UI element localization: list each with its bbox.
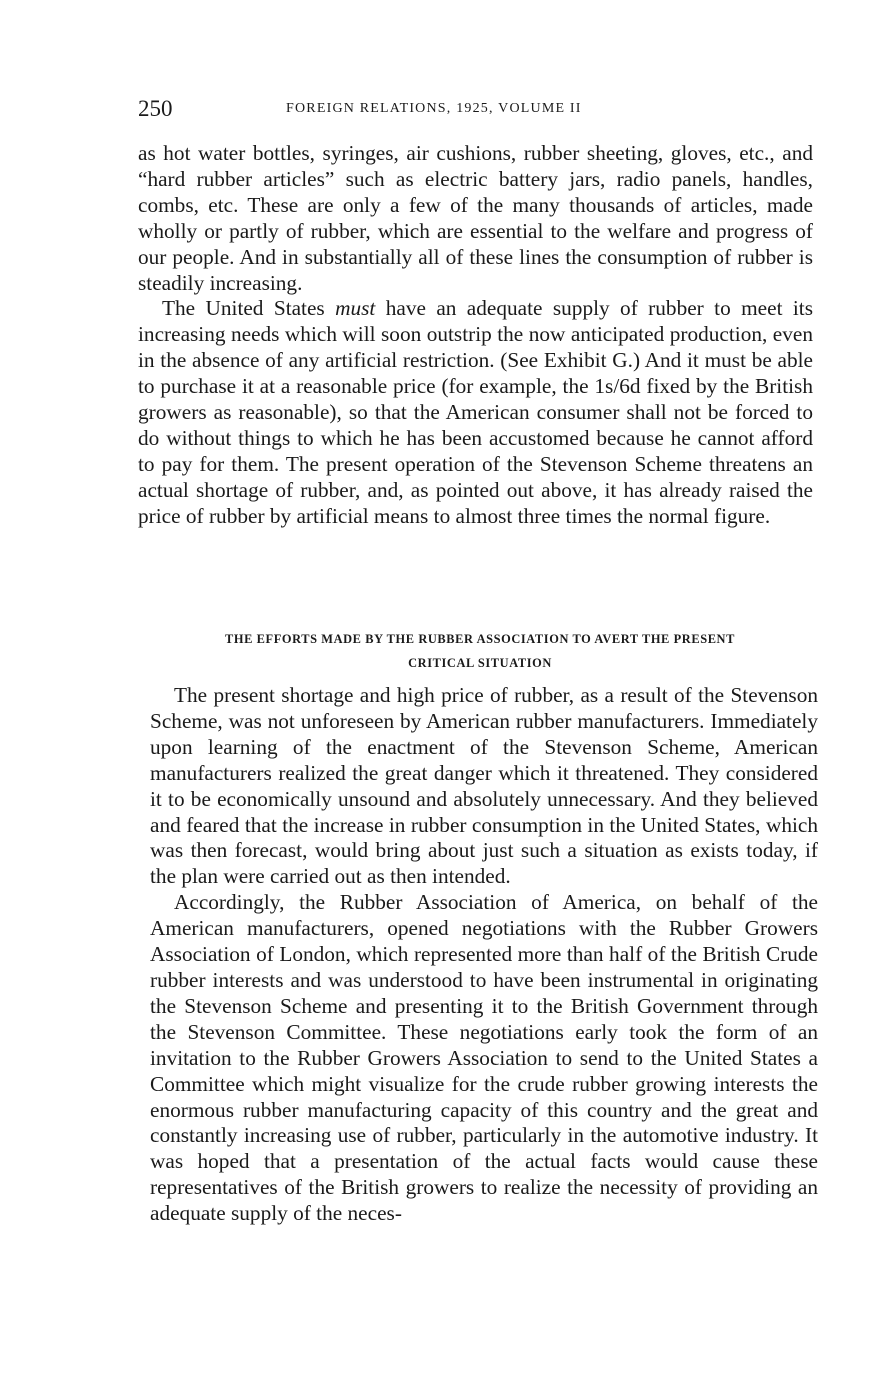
paragraph-adequate-supply: [138, 296, 813, 529]
section-heading: [145, 627, 815, 675]
paragraph-lead: The United States: [162, 296, 336, 321]
text-block-bottom: [150, 683, 818, 1227]
section-heading-line-2: CRITICAL SITUATION: [408, 656, 552, 670]
section-heading-line-1: THE EFFORTS MADE BY THE RUBBER ASSOCIATION TO AVERT THE PRESENT: [225, 632, 735, 646]
page-header: [138, 95, 818, 127]
emphasis-must: must: [335, 296, 376, 321]
paragraph-rest: have an adequate supply of rubber to meet its increasing needs which will soon outstrip the now anticipated production, even in the absence of any artificial restriction. (See Exhibit G.) And it must be able to purchase it at a reasonable price (for example, the 1s/6d fixed by the British growers as reasonable), so that the American consumer shall not be forced to do without things to which he has been accustomed because he cannot afford to pay for them. The present operation of the Stevenson Scheme threatens an actual shortage of rubber, and, as pointed out above, it has already raised the price of rubber by artificial means to almost three times the normal figure.: [138, 296, 813, 528]
running-title: FOREIGN RELATIONS, 1925, VOLUME II: [286, 101, 582, 116]
paragraph-negotiations: Accordingly, the Rubber Association of America, on behalf of the American manufacturers, opened negotiations with the Rubber Growers Association of London, which represented more than half of the British Crude rubber interests and was understood to have been instrumental in originating the Stevenson Scheme and presenting it to the British Government through the Stevenson Committee. These negotiations early took the form of an invitation to the Rubber Growers Association to send to the United States a Committee which might visualize for the crude rubber growing interests the enormous rubber manufacturing capacity of this country and the great and constantly increasing use of rubber, particularly in the automotive industry. It was hoped that a presentation of the actual facts would cause these representatives of the British growers to realize the necessity of providing an adequate supply of the neces-: [150, 890, 818, 1226]
page-number: 250: [138, 96, 173, 121]
text-block-top: [138, 141, 813, 530]
paragraph-continuation: as hot water bottles, syringes, air cushions, rubber sheeting, gloves, etc., and “hard rubber articles” such as electric battery jars, radio panels, handles, combs, etc. These are only a few of the many thousands of articles, made wholly or partly of rubber, which are essential to the welfare and progress of our people. And in substantially all of these lines the consumption of rubber is steadily increasing.: [138, 141, 813, 295]
paragraph-shortage: The present shortage and high price of rubber, as a result of the Stevenson Scheme, was not unforeseen by American rubber manufacturers. Immediately upon learning of the enactment of the Stevenson Scheme, American manufacturers realized the great danger which it threatened. They considered it to be economically unsound and absolutely unnecessary. And they believed and feared that the increase in rubber consumption in the United States, which was then forecast, would bring about just such a situation as exists today, if the plan were carried out as then intended.: [150, 683, 818, 889]
